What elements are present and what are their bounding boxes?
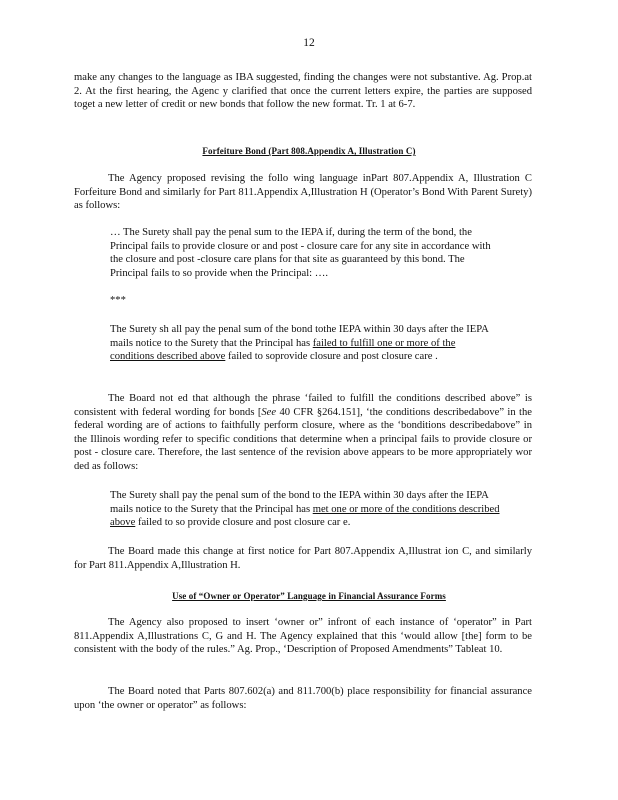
page-number: 12: [303, 37, 315, 49]
quote-text: failed to soprovide closure and post closure care .: [225, 351, 438, 363]
paragraph-text: The Board not ed that although the phrase ‘failed to fulfill the conditions described above” is consistent with federal wording for bonds [: [74, 393, 532, 418]
quote-text: failed to so provide closure and post closure car e.: [135, 517, 351, 529]
section-heading-owner-operator: [0, 590, 618, 604]
paragraph-agency-owner-operator: The Agency also proposed to insert ‘owner or” infront of each instance of ‘operator” in Part 811.Appendix A,Illustrations C, G and H. The Agency explained that this ‘would allow [the] form to be consistent with the body of the rules.” Ag. Prop., ‘Description of Proposed Amendments” Tableat 10.: [74, 617, 532, 656]
quote-surety-proposed: [110, 323, 502, 364]
quote-underlined-insertion: failed to fulfill one or more of the conditions described above: [110, 337, 456, 363]
paragraph-board-parts: The Board noted that Parts 807.602(a) and 811.700(b) place responsibility for financial assurance upon ‘the owner or operator” as follows:: [74, 686, 532, 711]
section-heading-text: Forfeiture Bond (Part 808.Appendix A, Illustration C): [202, 146, 416, 156]
paragraph-board-change: The Board made this change at first notice for Part 807.Appendix A,Illustrat ion C, and similarly for Part 811.Appendix A,Illustration H.: [74, 546, 532, 571]
quote-surety-original: … The Surety shall pay the penal sum to the IEPA if, during the term of the bond, the Principal fails to provide closure or and post - closure care for any site in accordance with the closure and post -closure care plans for that site as guaranteed by this bond. The Principal fails to so provide when the Principal: ….: [110, 227, 491, 279]
citation-signal: See: [261, 406, 277, 418]
paragraph-board-note: [74, 392, 532, 474]
section-heading-forfeiture-bond: [0, 145, 618, 159]
quote-surety-revised: [110, 489, 502, 530]
paragraph-text: 40 CFR §264.151], ‘the conditions describedabove” in the federal wording are of actions to faithfully perform closure, where as the ‘bonditions describedabove” in the Illinois wording refer to specific conditions that determine when a principal fails to provide closure or post - closure care. Therefore, the last sentence of the revision above appears to be more appropriately wor ded as follows:: [74, 406, 532, 472]
separator-stars: ***: [110, 295, 126, 306]
quote-underlined-insertion: met one or more of the conditions described above: [110, 503, 500, 529]
section-heading-text: Use of “Owner or Operator” Language in Financial Assurance Forms: [172, 591, 446, 601]
paragraph-agency-proposal: The Agency proposed revising the follo wing language inPart 807.Appendix A, Illustration C Forfeiture Bond and similarly for Part 811.Appendix A,Illustration H (Operator’s Bond With Parent Surety) as follows:: [74, 173, 532, 212]
quote-text: The Surety sh all pay the penal sum of the bond tothe IEPA within 30 days after the IEPA mails notice to the Surety that the Principal has: [110, 324, 489, 349]
paragraph-intro: make any changes to the language as IBA suggested, finding the changes were not substantive. Ag. Prop.at 2. At the first hearing, the Agenc y clarified that once the current letters expire, the parties are supposed toget a new letter of credit or new bonds that follow the new format. Tr. 1 at 6-7.: [74, 72, 532, 111]
quote-text: The Surety shall pay the penal sum of the bond to the IEPA within 30 days after the IEPA mails notice to the Surety that the Principal has: [110, 490, 489, 515]
